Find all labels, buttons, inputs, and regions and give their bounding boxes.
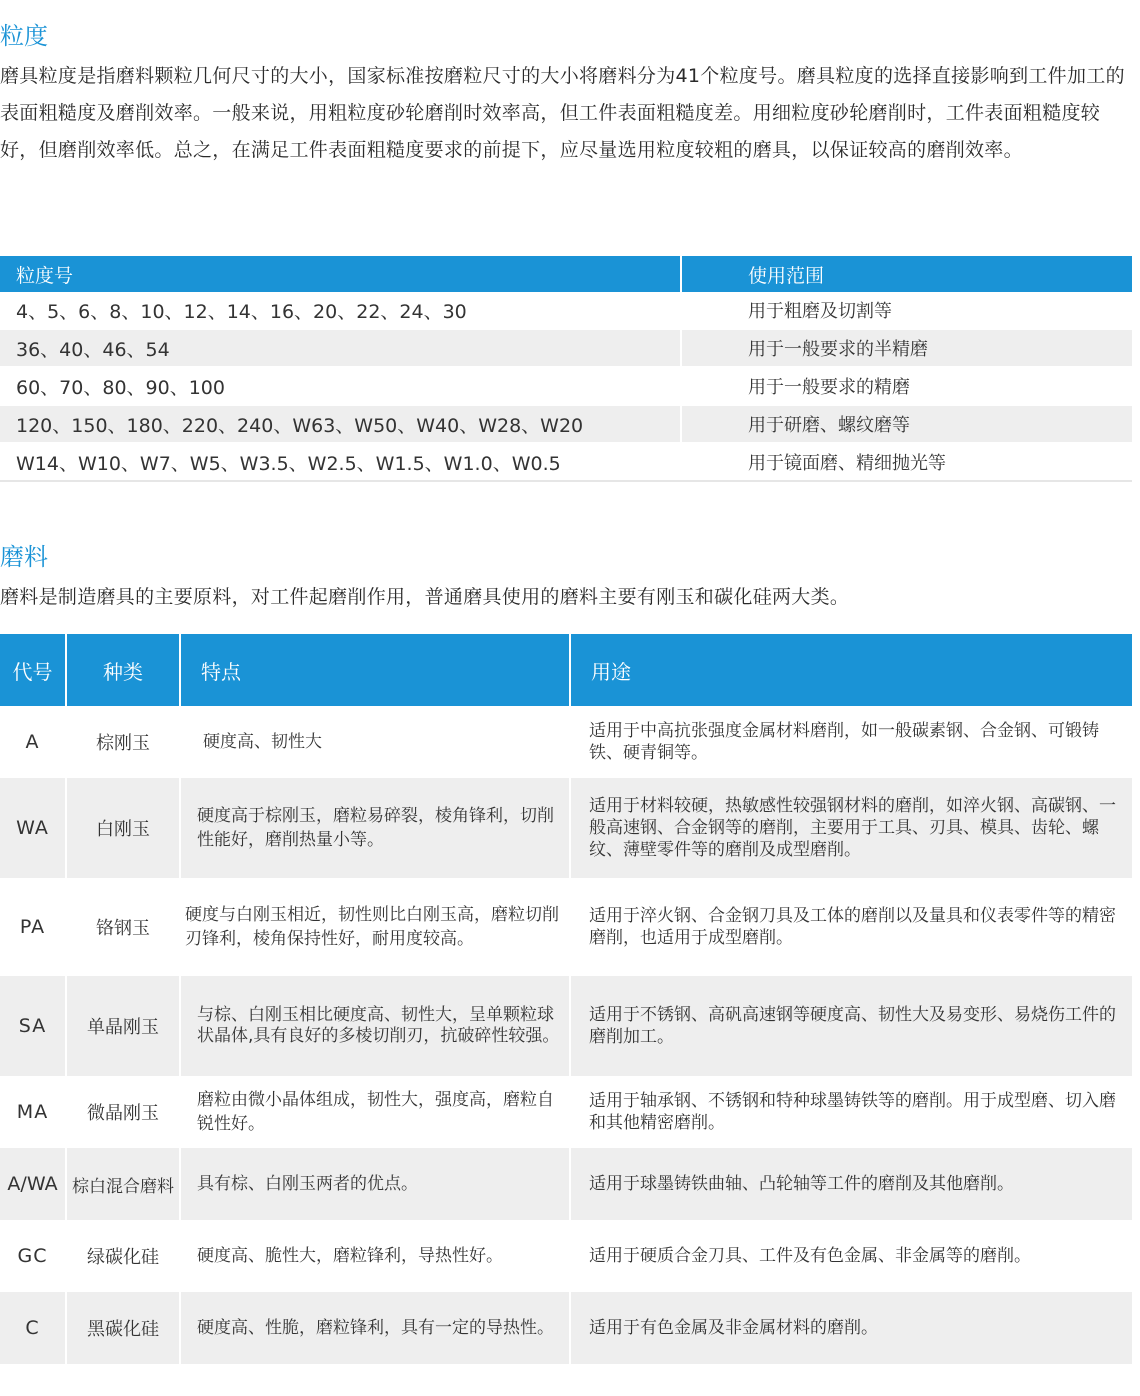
feature-cell: 硬度高于棕刚玉，磨粒易碎裂，棱角锋利，切削性能好，磨削热量小等。 bbox=[180, 778, 570, 878]
kind-cell: 白刚玉 bbox=[66, 778, 180, 878]
code-cell: PA bbox=[0, 878, 66, 976]
abrasive-header-kind: 种类 bbox=[66, 634, 180, 706]
usage-cell: 用于镜面磨、精细抛光等 bbox=[681, 443, 1132, 481]
usage-cell: 用于一般要求的半精磨 bbox=[681, 329, 1132, 367]
feature-cell: 硬度高、性脆，磨粒锋利，具有一定的导热性。 bbox=[180, 1292, 570, 1364]
table-row bbox=[0, 292, 1132, 329]
table-row bbox=[0, 1076, 1132, 1148]
kind-cell: 单晶刚玉 bbox=[66, 976, 180, 1076]
grain-paragraph: 磨具粒度是指磨料颗粒几何尺寸的大小，国家标准按磨粒尺寸的大小将磨料分为41个粒度号。磨具粒度的选择直接影响到工件加工的表面粗糙度及磨削效率。一般来说，用粗粒度砂轮磨削时效率高，但工件表面粗糙度差。用细粒度砂轮磨削时，工件表面粗糙度较好，但磨削效率低。总之，在满足工件表面粗糙度要求的前提下，应尽量选用粒度较粗的磨具，以保证较高的磨削效率。 bbox=[0, 65, 1125, 161]
grain-cell: 36、40、46、54 bbox=[0, 329, 681, 367]
usage-cell: 用于研磨、螺纹磨等 bbox=[681, 405, 1132, 443]
grain-cell: 60、70、80、90、100 bbox=[0, 367, 681, 405]
table-row bbox=[0, 1148, 1132, 1220]
grain-table-header bbox=[0, 256, 1132, 292]
table-row bbox=[0, 329, 1132, 367]
abrasive-section-title: 磨料 bbox=[0, 543, 48, 571]
code-cell: A/WA bbox=[0, 1148, 66, 1220]
use-cell: 适用于轴承钢、不锈钢和特种球墨铸铁等的磨削。用于成型磨、切入磨和其他精密磨削。 bbox=[570, 1076, 1132, 1148]
table-row bbox=[0, 706, 1132, 778]
feature-cell: 硬度高、韧性大 bbox=[180, 706, 570, 778]
table-row bbox=[0, 778, 1132, 878]
kind-cell: 黑碳化硅 bbox=[66, 1292, 180, 1364]
table-row bbox=[0, 976, 1132, 1076]
abrasive-header-feature: 特点 bbox=[180, 634, 570, 706]
use-cell: 适用于淬火钢、合金钢刀具及工体的磨削以及量具和仪表零件等的精密磨削，也适用于成型磨削。 bbox=[570, 878, 1132, 976]
kind-cell: 绿碳化硅 bbox=[66, 1220, 180, 1292]
use-cell: 适用于中高抗张强度金属材料磨削，如一般碳素钢、合金钢、可锻铸铁、硬青铜等。 bbox=[570, 706, 1132, 778]
feature-cell: 磨粒由微小晶体组成，韧性大，强度高，磨粒自锐性好。 bbox=[180, 1076, 570, 1148]
table-row bbox=[0, 405, 1132, 443]
grain-section-title: 粒度 bbox=[0, 22, 48, 50]
kind-cell: 微晶刚玉 bbox=[66, 1076, 180, 1148]
code-cell: MA bbox=[0, 1076, 66, 1148]
grain-cell: 120、150、180、220、240、W63、W50、W40、W28、W20 bbox=[0, 405, 681, 443]
abrasive-paragraph: 磨料是制造磨具的主要原料，对工件起磨削作用，普通磨具使用的磨料主要有刚玉和碳化硅两大类。 bbox=[0, 586, 850, 608]
code-cell: GC bbox=[0, 1220, 66, 1292]
code-cell: C bbox=[0, 1292, 66, 1364]
table-row bbox=[0, 367, 1132, 405]
kind-cell: 棕刚玉 bbox=[66, 706, 180, 778]
use-cell: 适用于球墨铸铁曲轴、凸轮轴等工件的磨削及其他磨削。 bbox=[570, 1148, 1132, 1220]
usage-cell: 用于一般要求的精磨 bbox=[681, 367, 1132, 405]
code-cell: A bbox=[0, 706, 66, 778]
use-cell: 适用于硬质合金刀具、工件及有色金属、非金属等的磨削。 bbox=[570, 1220, 1132, 1292]
use-cell: 适用于不锈钢、高矾高速钢等硬度高、韧性大及易变形、易烧伤工件的磨削加工。 bbox=[570, 976, 1132, 1076]
table-row bbox=[0, 1292, 1132, 1364]
kind-cell: 铬钢玉 bbox=[66, 878, 180, 976]
table-row bbox=[0, 878, 1132, 976]
feature-cell: 与棕、白刚玉相比硬度高、韧性大，呈单颗粒球状晶体,具有良好的多棱切削刃，抗破碎性较强。 bbox=[180, 976, 570, 1076]
feature-cell: 硬度高、脆性大，磨粒锋利，导热性好。 bbox=[180, 1220, 570, 1292]
feature-cell: 具有棕、白刚玉两者的优点。 bbox=[180, 1148, 570, 1220]
abrasive-table bbox=[0, 634, 1132, 1364]
grain-header-usage: 使用范围 bbox=[681, 256, 1132, 292]
abrasive-table-header bbox=[0, 634, 1132, 706]
grain-table bbox=[0, 256, 1132, 482]
use-cell: 适用于材料较硬，热敏感性较强钢材料的磨削，如淬火钢、高碳钢、一般高速钢、合金钢等的磨削，主要用于工具、刃具、模具、齿轮、螺纹、薄壁零件等的磨削及成型磨削。 bbox=[570, 778, 1132, 878]
code-cell: WA bbox=[0, 778, 66, 878]
abrasive-header-code: 代号 bbox=[0, 634, 66, 706]
code-cell: SA bbox=[0, 976, 66, 1076]
table-row bbox=[0, 1220, 1132, 1292]
grain-header-grain: 粒度号 bbox=[0, 256, 681, 292]
abrasive-header-use: 用途 bbox=[570, 634, 1132, 706]
use-cell: 适用于有色金属及非金属材料的磨削。 bbox=[570, 1292, 1132, 1364]
usage-cell: 用于粗磨及切割等 bbox=[681, 292, 1132, 329]
table-row bbox=[0, 443, 1132, 481]
grain-cell: 4、5、6、8、10、12、14、16、20、22、24、30 bbox=[0, 292, 681, 329]
feature-cell: 硬度与白刚玉相近，韧性则比白刚玉高，磨粒切削刃锋利，棱角保持性好，耐用度较高。 bbox=[180, 878, 570, 976]
kind-cell: 棕白混合磨料 bbox=[66, 1148, 180, 1220]
grain-cell: W14、W10、W7、W5、W3.5、W2.5、W1.5、W1.0、W0.5 bbox=[0, 443, 681, 481]
